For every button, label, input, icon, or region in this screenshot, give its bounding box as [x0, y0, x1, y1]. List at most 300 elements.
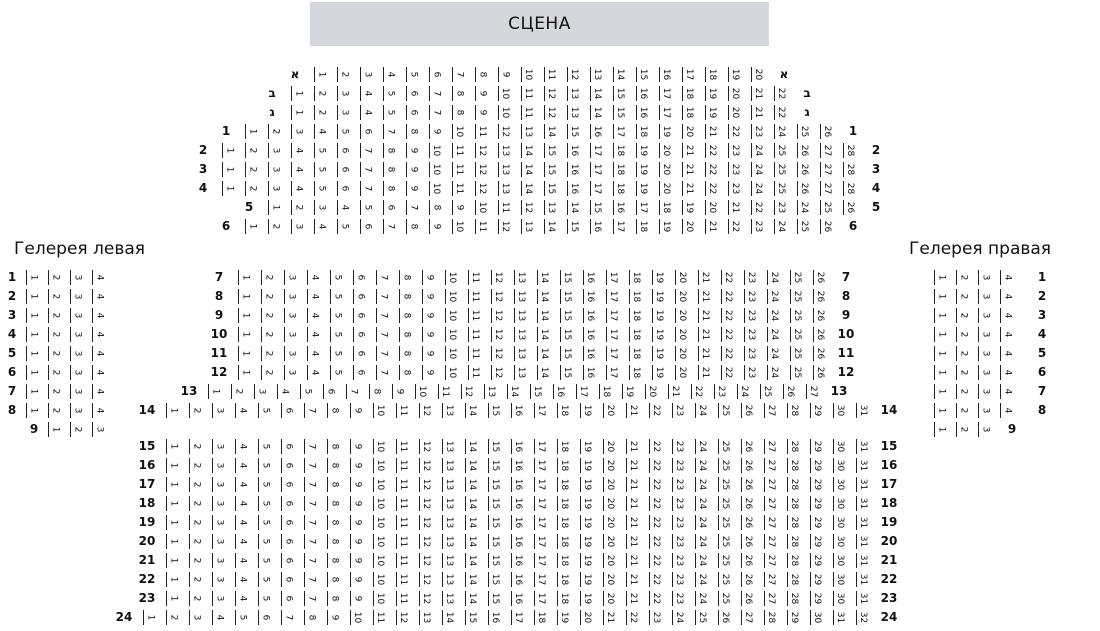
seat[interactable]: 12	[419, 403, 432, 418]
seat[interactable]: 11	[438, 384, 451, 399]
seat[interactable]: 14	[590, 86, 603, 101]
seat[interactable]: 17	[606, 308, 619, 323]
seat[interactable]: 21	[626, 591, 639, 606]
seat[interactable]: 7	[346, 384, 359, 399]
seat[interactable]: 7	[281, 610, 294, 625]
seat[interactable]: 1	[166, 591, 179, 606]
seat[interactable]: 20	[675, 270, 688, 285]
seat[interactable]: 9	[350, 439, 363, 454]
seat[interactable]: 26	[741, 458, 754, 473]
seat[interactable]: 17	[534, 496, 547, 511]
seat[interactable]: 23	[672, 403, 685, 418]
seat[interactable]: 20	[659, 143, 672, 158]
seat[interactable]: 10	[475, 200, 488, 215]
seat[interactable]: 8	[327, 477, 340, 492]
seat[interactable]: 13	[498, 162, 511, 177]
seat[interactable]: 2	[189, 496, 202, 511]
gallery-seat[interactable]: 1	[934, 346, 947, 361]
seat[interactable]: 8	[383, 181, 396, 196]
seat[interactable]: 5	[258, 553, 271, 568]
seat[interactable]: 23	[744, 270, 757, 285]
seat[interactable]: 23	[744, 289, 757, 304]
gallery-seat[interactable]: 4	[1000, 270, 1013, 285]
seat[interactable]: 11	[468, 289, 481, 304]
seat[interactable]: 7	[383, 219, 396, 234]
seat[interactable]: 16	[511, 591, 524, 606]
seat[interactable]: 24	[695, 403, 708, 418]
seat[interactable]: 1	[268, 200, 281, 215]
seat[interactable]: 24	[695, 553, 708, 568]
seat[interactable]: 16	[511, 403, 524, 418]
seat[interactable]: 29	[810, 515, 823, 530]
seat[interactable]: 3	[212, 534, 225, 549]
seat[interactable]: 13	[521, 124, 534, 139]
seat[interactable]: 8	[452, 86, 465, 101]
seat[interactable]: 18	[629, 327, 642, 342]
seat[interactable]: 9	[422, 346, 435, 361]
seat[interactable]: 1	[238, 365, 251, 380]
seat[interactable]: 24	[767, 365, 780, 380]
seat[interactable]: 4	[307, 346, 320, 361]
seat[interactable]: 20	[603, 515, 616, 530]
gallery-seat[interactable]: 2	[48, 403, 61, 418]
seat[interactable]: 2	[166, 610, 179, 625]
seat[interactable]: 15	[560, 327, 573, 342]
seat[interactable]: 6	[353, 308, 366, 323]
seat[interactable]: 26	[783, 384, 796, 399]
seat[interactable]: 5	[330, 289, 343, 304]
seat[interactable]: 14	[465, 515, 478, 530]
seat[interactable]: 1	[291, 105, 304, 120]
seat[interactable]: 25	[774, 181, 787, 196]
seat[interactable]: 23	[751, 124, 764, 139]
seat[interactable]: 17	[606, 346, 619, 361]
seat[interactable]: 26	[741, 515, 754, 530]
seat[interactable]: 16	[659, 67, 672, 82]
seat[interactable]: 12	[491, 270, 504, 285]
gallery-seat[interactable]: 1	[48, 422, 61, 437]
seat[interactable]: 7	[376, 346, 389, 361]
gallery-seat[interactable]: 2	[956, 365, 969, 380]
seat[interactable]: 12	[419, 572, 432, 587]
seat[interactable]: 22	[721, 327, 734, 342]
seat[interactable]: 20	[603, 553, 616, 568]
seat[interactable]: 1	[238, 327, 251, 342]
seat[interactable]: 6	[406, 105, 419, 120]
seat[interactable]: 6	[258, 610, 271, 625]
seat[interactable]: 12	[419, 439, 432, 454]
seat[interactable]: 23	[649, 610, 662, 625]
seat[interactable]: 19	[580, 458, 593, 473]
seat[interactable]: 8	[399, 270, 412, 285]
seat[interactable]: 10	[373, 403, 386, 418]
seat[interactable]: 12	[419, 496, 432, 511]
seat[interactable]: 25	[718, 534, 731, 549]
seat[interactable]: 10	[445, 270, 458, 285]
gallery-seat[interactable]: 4	[1000, 346, 1013, 361]
seat[interactable]: 26	[741, 439, 754, 454]
seat[interactable]: 22	[705, 162, 718, 177]
seat[interactable]: 15	[488, 534, 501, 549]
seat[interactable]: 3	[284, 289, 297, 304]
seat[interactable]: 26	[741, 591, 754, 606]
seat[interactable]: 16	[511, 553, 524, 568]
seat[interactable]: 14	[521, 143, 534, 158]
seat[interactable]: 9	[452, 200, 465, 215]
seat[interactable]: 27	[820, 162, 833, 177]
seat[interactable]: 16	[511, 534, 524, 549]
seat[interactable]: 23	[774, 200, 787, 215]
seat[interactable]: 25	[695, 610, 708, 625]
seat[interactable]: 18	[557, 477, 570, 492]
seat[interactable]: 19	[622, 384, 635, 399]
gallery-seat[interactable]: 4	[1000, 289, 1013, 304]
seat[interactable]: 12	[419, 534, 432, 549]
seat[interactable]: 1	[166, 534, 179, 549]
gallery-seat[interactable]: 2	[956, 270, 969, 285]
seat[interactable]: 21	[626, 439, 639, 454]
seat[interactable]: 20	[751, 67, 764, 82]
seat[interactable]: 20	[580, 610, 593, 625]
gallery-seat[interactable]: 4	[92, 327, 105, 342]
seat[interactable]: 2	[245, 143, 258, 158]
seat[interactable]: 6	[281, 477, 294, 492]
seat[interactable]: 18	[557, 496, 570, 511]
seat[interactable]: 9	[392, 384, 405, 399]
seat[interactable]: 28	[843, 181, 856, 196]
seat[interactable]: 23	[744, 346, 757, 361]
seat[interactable]: 6	[281, 496, 294, 511]
seat[interactable]: 4	[235, 477, 248, 492]
seat[interactable]: 26	[813, 346, 826, 361]
seat[interactable]: 9	[406, 162, 419, 177]
seat[interactable]: 27	[764, 591, 777, 606]
seat[interactable]: 23	[672, 439, 685, 454]
seat[interactable]: 3	[212, 458, 225, 473]
gallery-seat[interactable]: 3	[70, 289, 83, 304]
seat[interactable]: 8	[369, 384, 382, 399]
seat[interactable]: 12	[491, 365, 504, 380]
seat[interactable]: 30	[833, 477, 846, 492]
gallery-seat[interactable]: 1	[934, 384, 947, 399]
seat[interactable]: 20	[603, 534, 616, 549]
seat[interactable]: 16	[636, 105, 649, 120]
seat[interactable]: 21	[698, 365, 711, 380]
seat[interactable]: 21	[626, 553, 639, 568]
seat[interactable]: 11	[396, 458, 409, 473]
seat[interactable]: 9	[498, 67, 511, 82]
seat[interactable]: 25	[718, 591, 731, 606]
seat[interactable]: 5	[235, 610, 248, 625]
seat[interactable]: 18	[557, 439, 570, 454]
seat[interactable]: 20	[645, 384, 658, 399]
seat[interactable]: 13	[442, 458, 455, 473]
seat[interactable]: 7	[304, 496, 317, 511]
seat[interactable]: 22	[649, 439, 662, 454]
seat[interactable]: 8	[406, 219, 419, 234]
seat[interactable]: 22	[774, 86, 787, 101]
seat[interactable]: 5	[314, 162, 327, 177]
seat[interactable]: 21	[626, 572, 639, 587]
seat[interactable]: 7	[376, 270, 389, 285]
seat[interactable]: 16	[511, 439, 524, 454]
seat[interactable]: 3	[337, 105, 350, 120]
seat[interactable]: 6	[383, 200, 396, 215]
seat[interactable]: 15	[488, 515, 501, 530]
seat[interactable]: 4	[360, 86, 373, 101]
seat[interactable]: 27	[820, 143, 833, 158]
seat[interactable]: 14	[465, 534, 478, 549]
gallery-seat[interactable]: 2	[956, 346, 969, 361]
seat[interactable]: 15	[613, 86, 626, 101]
seat[interactable]: 2	[261, 308, 274, 323]
seat[interactable]: 21	[626, 458, 639, 473]
seat[interactable]: 24	[695, 572, 708, 587]
seat[interactable]: 13	[442, 534, 455, 549]
seat[interactable]: 18	[557, 515, 570, 530]
seat[interactable]: 16	[613, 200, 626, 215]
seat[interactable]: 22	[721, 289, 734, 304]
seat[interactable]: 7	[429, 86, 442, 101]
seat[interactable]: 26	[797, 162, 810, 177]
seat[interactable]: 15	[560, 308, 573, 323]
seat[interactable]: 2	[314, 105, 327, 120]
seat[interactable]: 6	[281, 572, 294, 587]
seat[interactable]: 9	[429, 124, 442, 139]
seat[interactable]: 14	[442, 610, 455, 625]
seat[interactable]: 9	[350, 403, 363, 418]
seat[interactable]: 29	[787, 610, 800, 625]
seat[interactable]: 8	[429, 200, 442, 215]
gallery-seat[interactable]: 4	[92, 346, 105, 361]
seat[interactable]: 10	[373, 515, 386, 530]
seat[interactable]: 4	[314, 124, 327, 139]
seat[interactable]: 13	[544, 200, 557, 215]
seat[interactable]: 12	[498, 124, 511, 139]
seat[interactable]: 21	[728, 200, 741, 215]
seat[interactable]: 6	[353, 289, 366, 304]
seat[interactable]: 4	[307, 289, 320, 304]
seat[interactable]: 4	[337, 200, 350, 215]
seat[interactable]: 18	[636, 219, 649, 234]
gallery-seat[interactable]: 3	[70, 384, 83, 399]
seat[interactable]: 15	[613, 105, 626, 120]
seat[interactable]: 5	[314, 143, 327, 158]
seat[interactable]: 15	[567, 219, 580, 234]
seat[interactable]: 28	[787, 515, 800, 530]
seat[interactable]: 6	[281, 553, 294, 568]
seat[interactable]: 3	[284, 270, 297, 285]
seat[interactable]: 18	[557, 534, 570, 549]
seat[interactable]: 12	[491, 346, 504, 361]
seat[interactable]: 10	[373, 477, 386, 492]
seat[interactable]: 10	[373, 439, 386, 454]
seat[interactable]: 17	[534, 477, 547, 492]
seat[interactable]: 8	[327, 403, 340, 418]
gallery-seat[interactable]: 1	[26, 270, 39, 285]
seat[interactable]: 14	[544, 124, 557, 139]
seat[interactable]: 18	[629, 308, 642, 323]
seat[interactable]: 21	[668, 384, 681, 399]
gallery-seat[interactable]: 1	[26, 403, 39, 418]
seat[interactable]: 7	[360, 162, 373, 177]
seat[interactable]: 24	[695, 591, 708, 606]
seat[interactable]: 20	[675, 365, 688, 380]
gallery-seat[interactable]: 1	[26, 346, 39, 361]
seat[interactable]: 6	[323, 384, 336, 399]
seat[interactable]: 24	[751, 181, 764, 196]
seat[interactable]: 10	[373, 572, 386, 587]
seat[interactable]: 15	[488, 572, 501, 587]
seat[interactable]: 6	[353, 346, 366, 361]
seat[interactable]: 10	[429, 162, 442, 177]
seat[interactable]: 1	[245, 124, 258, 139]
seat[interactable]: 5	[258, 572, 271, 587]
seat[interactable]: 26	[741, 534, 754, 549]
seat[interactable]: 12	[419, 591, 432, 606]
seat[interactable]: 5	[258, 439, 271, 454]
seat[interactable]: 12	[396, 610, 409, 625]
seat[interactable]: 14	[465, 403, 478, 418]
seat[interactable]: 29	[810, 477, 823, 492]
seat[interactable]: 6	[281, 403, 294, 418]
seat[interactable]: 26	[813, 289, 826, 304]
seat[interactable]: 10	[498, 105, 511, 120]
seat[interactable]: 2	[189, 572, 202, 587]
seat[interactable]: 10	[521, 67, 534, 82]
seat[interactable]: 9	[406, 143, 419, 158]
seat[interactable]: 19	[652, 270, 665, 285]
seat[interactable]: 28	[787, 591, 800, 606]
seat[interactable]: 18	[629, 270, 642, 285]
seat[interactable]: 21	[626, 477, 639, 492]
seat[interactable]: 20	[682, 124, 695, 139]
seat[interactable]: 23	[728, 143, 741, 158]
seat[interactable]: 4	[307, 365, 320, 380]
seat[interactable]: 27	[764, 403, 777, 418]
seat[interactable]: 12	[475, 162, 488, 177]
seat[interactable]: 23	[728, 162, 741, 177]
seat[interactable]: 2	[337, 67, 350, 82]
seat[interactable]: 19	[659, 124, 672, 139]
seat[interactable]: 4	[383, 67, 396, 82]
seat[interactable]: 31	[856, 477, 869, 492]
seat[interactable]: 17	[534, 572, 547, 587]
gallery-seat[interactable]: 2	[956, 384, 969, 399]
seat[interactable]: 1	[166, 458, 179, 473]
seat[interactable]: 15	[488, 496, 501, 511]
gallery-seat[interactable]: 1	[934, 327, 947, 342]
seat[interactable]: 1	[166, 477, 179, 492]
gallery-seat[interactable]: 4	[1000, 308, 1013, 323]
seat[interactable]: 10	[498, 86, 511, 101]
seat[interactable]: 28	[787, 477, 800, 492]
gallery-seat[interactable]: 3	[70, 346, 83, 361]
seat[interactable]: 15	[488, 553, 501, 568]
seat[interactable]: 31	[856, 534, 869, 549]
seat[interactable]: 11	[452, 181, 465, 196]
gallery-seat[interactable]: 2	[70, 422, 83, 437]
gallery-seat[interactable]: 4	[1000, 365, 1013, 380]
seat[interactable]: 26	[741, 496, 754, 511]
seat[interactable]: 2	[189, 477, 202, 492]
seat[interactable]: 17	[590, 143, 603, 158]
seat[interactable]: 16	[583, 327, 596, 342]
seat[interactable]: 27	[820, 181, 833, 196]
gallery-seat[interactable]: 2	[48, 270, 61, 285]
seat[interactable]: 11	[521, 86, 534, 101]
seat[interactable]: 16	[636, 86, 649, 101]
seat[interactable]: 1	[222, 181, 235, 196]
seat[interactable]: 2	[245, 162, 258, 177]
seat[interactable]: 2	[189, 403, 202, 418]
seat[interactable]: 11	[544, 67, 557, 82]
seat[interactable]: 22	[721, 346, 734, 361]
seat[interactable]: 24	[695, 458, 708, 473]
seat[interactable]: 23	[672, 553, 685, 568]
seat[interactable]: 15	[488, 403, 501, 418]
seat[interactable]: 19	[636, 143, 649, 158]
seat[interactable]: 16	[511, 458, 524, 473]
seat[interactable]: 14	[465, 496, 478, 511]
seat[interactable]: 18	[629, 289, 642, 304]
seat[interactable]: 5	[330, 308, 343, 323]
gallery-seat[interactable]: 2	[956, 289, 969, 304]
seat[interactable]: 29	[810, 496, 823, 511]
seat[interactable]: 11	[475, 219, 488, 234]
seat[interactable]: 26	[820, 124, 833, 139]
seat[interactable]: 14	[590, 105, 603, 120]
seat[interactable]: 24	[695, 515, 708, 530]
seat[interactable]: 19	[728, 67, 741, 82]
seat[interactable]: 26	[741, 572, 754, 587]
seat[interactable]: 24	[767, 327, 780, 342]
seat[interactable]: 1	[166, 572, 179, 587]
seat[interactable]: 12	[491, 289, 504, 304]
seat[interactable]: 8	[399, 346, 412, 361]
seat[interactable]: 2	[291, 200, 304, 215]
seat[interactable]: 14	[465, 458, 478, 473]
seat[interactable]: 24	[774, 124, 787, 139]
seat[interactable]: 5	[330, 365, 343, 380]
seat[interactable]: 16	[590, 124, 603, 139]
gallery-seat[interactable]: 1	[26, 365, 39, 380]
seat[interactable]: 13	[498, 181, 511, 196]
seat[interactable]: 4	[307, 327, 320, 342]
seat[interactable]: 12	[475, 181, 488, 196]
seat[interactable]: 28	[787, 458, 800, 473]
seat[interactable]: 20	[728, 105, 741, 120]
gallery-seat[interactable]: 3	[70, 308, 83, 323]
seat[interactable]: 31	[856, 439, 869, 454]
seat[interactable]: 32	[856, 610, 869, 625]
seat[interactable]: 19	[580, 591, 593, 606]
seat[interactable]: 7	[304, 403, 317, 418]
seat[interactable]: 23	[714, 384, 727, 399]
seat[interactable]: 1	[166, 553, 179, 568]
seat[interactable]: 24	[767, 270, 780, 285]
seat[interactable]: 25	[774, 162, 787, 177]
seat[interactable]: 26	[813, 327, 826, 342]
seat[interactable]: 3	[212, 572, 225, 587]
seat[interactable]: 5	[383, 86, 396, 101]
seat[interactable]: 21	[626, 496, 639, 511]
seat[interactable]: 4	[291, 162, 304, 177]
seat[interactable]: 26	[718, 610, 731, 625]
seat[interactable]: 7	[429, 105, 442, 120]
seat[interactable]: 1	[166, 439, 179, 454]
seat[interactable]: 2	[245, 181, 258, 196]
